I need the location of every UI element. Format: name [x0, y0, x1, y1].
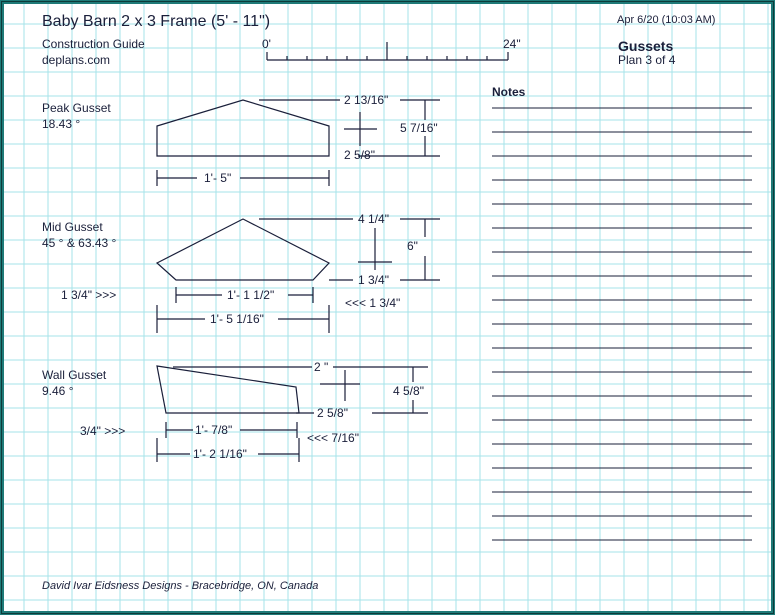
wall-bottom-dim: 2 5/8" [317, 406, 348, 420]
mid-gusset-angle: 45 ° & 63.43 ° [42, 236, 117, 250]
subtitle: Construction Guide [42, 37, 145, 51]
wall-left-offset: 3/4" >>> [80, 424, 126, 438]
footer-credit: David Ivar Eidsness Designs - Bracebridge, ON, Canada [42, 580, 319, 592]
section-title: Gussets [618, 38, 674, 54]
wall-right-offset: <<< 7/16" [307, 431, 359, 445]
mid-inner-width-dim: 1'- 1 1/2" [227, 288, 275, 302]
mid-top-dim: 4 1/4" [358, 212, 389, 226]
mid-gusset-shape [157, 219, 329, 280]
mid-left-offset: 1 3/4" >>> [61, 288, 117, 302]
mid-gusset-name: Mid Gusset [42, 220, 103, 234]
peak-gusset-shape [157, 100, 329, 156]
wall-height-dim: 4 5/8" [393, 384, 424, 398]
wall-gusset-angle: 9.46 ° [42, 384, 74, 398]
wall-gusset-name: Wall Gusset [42, 368, 107, 382]
notes-lines [492, 108, 752, 540]
notes-label: Notes [492, 85, 526, 99]
mid-width-dim: 1'- 5 1/16" [210, 312, 264, 326]
mid-height-dim: 6" [407, 239, 418, 253]
peak-top-dim: 2 13/16" [344, 93, 389, 107]
mid-gusset-dimensions [157, 219, 440, 333]
peak-gusset-angle: 18.43 ° [42, 117, 81, 131]
wall-width-dim: 1'- 2 1/16" [193, 447, 247, 461]
wall-inner-width-dim: 1'- 7/8" [195, 423, 233, 437]
scale-start-label: 0' [262, 37, 271, 51]
peak-gusset-name: Peak Gusset [42, 101, 111, 115]
date-stamp: Apr 6/20 (10:03 AM) [617, 14, 716, 26]
page-title: Baby Barn 2 x 3 Frame (5' - 11") [42, 13, 271, 30]
peak-bottom-dim: 2 5/8" [344, 148, 375, 162]
peak-width-dim: 1'- 5" [204, 171, 232, 185]
mid-bottom-dim: 1 3/4" [358, 273, 389, 287]
scale-bar [267, 42, 508, 60]
mid-right-offset: <<< 1 3/4" [345, 296, 401, 310]
wall-top-dim: 2 " [314, 360, 329, 374]
wall-gusset-shape [157, 366, 299, 413]
plan-number: Plan 3 of 4 [618, 53, 676, 67]
peak-height-dim: 5 7/16" [400, 121, 438, 135]
website: deplans.com [42, 53, 111, 67]
scale-end-label: 24" [503, 37, 521, 51]
